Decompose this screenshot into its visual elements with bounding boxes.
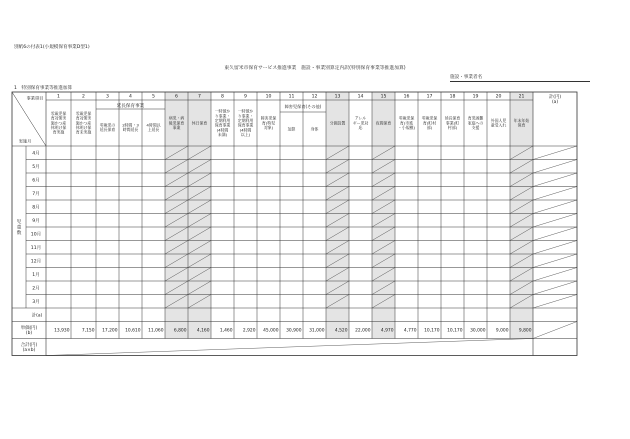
cell-diagonal (533, 322, 577, 339)
column-header: 夜間保育 (375, 120, 392, 126)
cell-diagonal (533, 200, 577, 214)
corner-month-label: 実施月 (18, 138, 32, 144)
unit-price-value: 4,770 (403, 328, 417, 334)
facility-name-field[interactable]: 施設・事業者名 (450, 74, 590, 82)
column-number: 16 (403, 94, 410, 100)
month-label: 7月 (32, 191, 40, 197)
column-header: 零歳児保育(町村部) (421, 115, 438, 131)
unit-price-value: 1,460 (219, 328, 233, 334)
corner-item-label: 事業項目 (26, 95, 44, 101)
unit-price-value: 6,800 (173, 328, 187, 334)
unit-price-value: 13,930 (54, 328, 70, 334)
month-label: 11月 (30, 245, 42, 251)
unit-price-value: 31,000 (309, 328, 325, 334)
column-number: 11 (288, 94, 295, 100)
column-number: 8 (221, 94, 224, 100)
table-border (12, 92, 577, 356)
month-label: 4月 (32, 151, 40, 157)
cell-diagonal (533, 254, 577, 268)
month-label: 5月 (32, 164, 40, 170)
column-header: 2時間・3 時間延長 (122, 122, 139, 133)
month-label: 9月 (32, 218, 40, 224)
sum-row-label: 計(a) (31, 313, 43, 319)
column-number: 18 (449, 94, 456, 100)
column-number: 1 (57, 94, 60, 100)
column-number: 13 (334, 94, 341, 100)
column-header: 一時預かり事業・定期利用保育事業(4時間未満) (214, 108, 231, 138)
column-header: 障害児保育(特児対象) (260, 115, 277, 131)
column-number: 2 (82, 94, 85, 100)
column-header: 病児・病後児保育事業 (168, 115, 185, 131)
extended-care-group-header: 延長保育事業 (116, 104, 145, 110)
column-number: 3 (106, 94, 109, 100)
unit-price-value: 2,920 (242, 328, 256, 334)
total-column-header: 計(円) (a) (548, 94, 562, 106)
unit-price-value: 22,000 (355, 328, 371, 334)
unit-price-value: 7,150 (81, 328, 95, 334)
unit-price-value: 4,970 (380, 328, 394, 334)
cell-diagonal (533, 187, 577, 201)
month-label: 3月 (32, 299, 40, 305)
unit-price-value: 10,610 (125, 328, 141, 334)
month-label: 8月 (32, 205, 40, 211)
unit-price-row-label: 単価(円) (b) (20, 325, 38, 337)
column-header: 零歳児保育(市進・小規模) (397, 115, 416, 131)
cell-diagonal (533, 173, 577, 187)
disability-group-header: 障害児保育(その他) (284, 103, 322, 109)
unit-price-value: 30,000 (470, 328, 486, 334)
unit-price-value: 11,060 (148, 328, 164, 334)
cell-diagonal (533, 268, 577, 282)
cell-diagonal (533, 160, 577, 174)
unit-price-value: 4,160 (196, 328, 210, 334)
column-number: 6 (175, 94, 178, 100)
column-header: 4時間以上延長 (146, 122, 161, 133)
column-header: 分園設置 (329, 120, 346, 126)
unit-price-value: 30,900 (286, 328, 302, 334)
column-header: 一時預かり事業・定期利用保育事業(4時間以上) (237, 108, 254, 138)
unit-price-value: 17,200 (102, 328, 118, 334)
cell-diagonal (533, 146, 577, 160)
column-number: 14 (357, 94, 364, 100)
unit-price-value: 9,000 (495, 328, 509, 334)
column-number: 12 (311, 94, 318, 100)
section-title: 1 特別保育事業等推進加算 (14, 86, 73, 91)
month-label: 1月 (32, 272, 40, 278)
document-label: 別紙6の付表1(小規模保育事業D型1) (14, 45, 90, 50)
month-label: 10月 (30, 232, 42, 238)
cell-diagonal (533, 295, 577, 309)
column-header: 零歳児の延長保育 (99, 122, 116, 133)
column-header: 年末年始保育 (513, 118, 530, 128)
column-header: 休日保育 (191, 120, 208, 126)
column-header: 身体 (310, 126, 319, 132)
column-header: 零歳児保育対策実施かつ産休明け保育実施 (50, 111, 67, 135)
month-label: 2月 (32, 286, 40, 292)
column-number: 9 (244, 94, 247, 100)
column-number: 5 (152, 94, 155, 100)
month-label: 12月 (30, 259, 42, 265)
column-number: 17 (426, 94, 433, 100)
cell-diagonal (533, 241, 577, 255)
column-number: 20 (495, 94, 502, 100)
column-number: 7 (198, 94, 201, 100)
column-number: 21 (518, 94, 525, 100)
document-title: 東久留米市保育サービス推進事業 施設・事業別算定内訳(特別保育事業等推進加算) (224, 66, 406, 71)
column-header: 外国人児童受入れ (490, 118, 507, 128)
column-header: アレルギー児対応 (352, 115, 369, 131)
unit-price-value: 10,170 (424, 328, 440, 334)
column-number: 19 (472, 94, 479, 100)
unit-price-value: 10,170 (447, 328, 463, 334)
column-header: 延長保育事業(町村部) (444, 115, 461, 131)
cell-diagonal (533, 281, 577, 295)
month-label: 6月 (32, 178, 40, 184)
cell-diagonal (533, 227, 577, 241)
column-number: 10 (265, 94, 272, 100)
column-header: 育児困難家庭への支援 (467, 115, 484, 131)
column-header: 加算 (287, 126, 296, 132)
unit-price-value: 9,800 (518, 328, 532, 334)
cell-diagonal (46, 339, 533, 356)
cell-diagonal (533, 214, 577, 228)
column-number: 4 (129, 94, 132, 100)
grand-total-row-label: 合計(円) (a×b) (20, 342, 38, 354)
column-header: 零歳児保育対策実施かつ産休明け保育未実施 (75, 111, 92, 135)
unit-price-value: 45,000 (263, 328, 279, 334)
column-number: 15 (380, 94, 387, 100)
unit-price-value: 4,520 (334, 328, 348, 334)
children-count-label: 児童数 (16, 220, 22, 237)
